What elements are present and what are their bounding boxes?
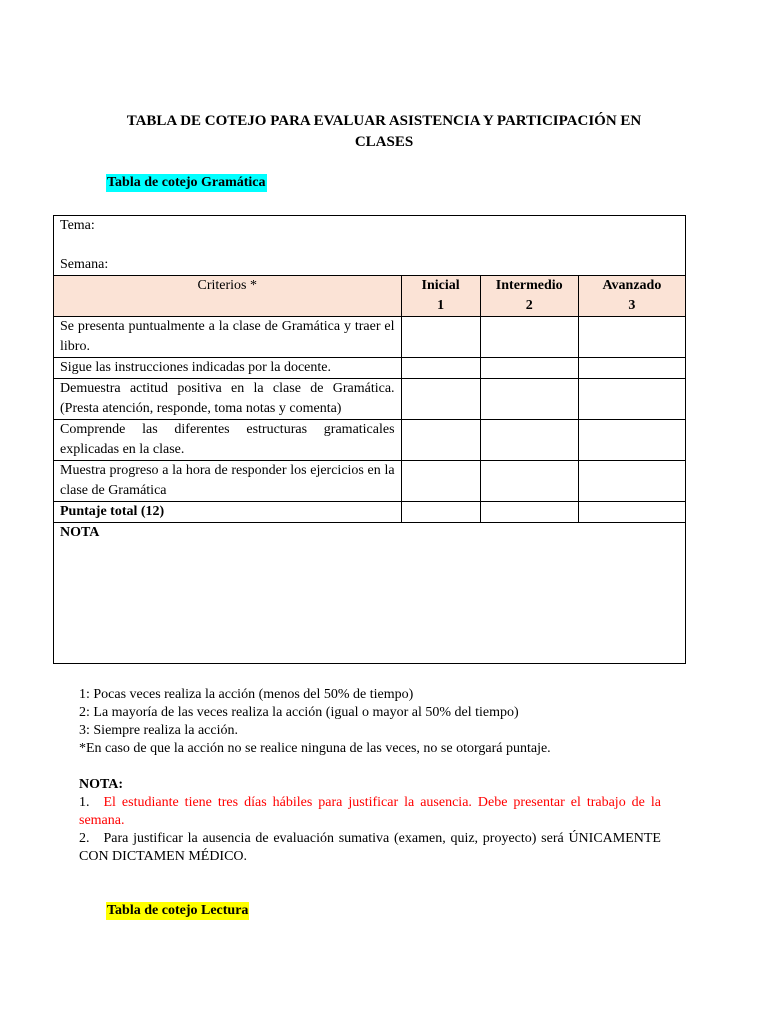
semana-label: Semana:	[60, 257, 109, 272]
score-cell[interactable]	[578, 461, 685, 502]
section-label-grammar: Tabla de cotejo Gramática	[107, 175, 266, 190]
score-cell[interactable]	[578, 317, 685, 358]
score-cell[interactable]	[401, 317, 480, 358]
legend-item: 2: La mayoría de las veces realiza la acción (igual o mayor al 50% del tiempo)	[79, 705, 519, 720]
total-row	[54, 502, 686, 523]
score-cell[interactable]	[578, 358, 685, 379]
score-cell[interactable]	[578, 502, 685, 523]
criterion-2: Sigue las instrucciones indicadas por la docente.	[54, 358, 402, 379]
column-header-row	[54, 276, 686, 317]
section-label-reading: Tabla de cotejo Lectura	[107, 903, 249, 918]
criterion-3: Demuestra actitud positiva en la clase de Gramática. (Presta atención, responde, toma notas y comenta)	[54, 379, 402, 420]
table-row	[54, 461, 686, 502]
column-criterios: Criterios *	[54, 276, 402, 317]
nota-row	[54, 523, 686, 664]
legend-item: 3: Siempre realiza la acción.	[79, 723, 238, 738]
score-cell[interactable]	[401, 358, 480, 379]
nota-cell[interactable]	[54, 523, 686, 664]
table-header-row	[54, 216, 686, 276]
table-row	[54, 358, 686, 379]
criterion-1: Se presenta puntualmente a la clase de Gramática y traer el libro.	[54, 317, 402, 358]
table-row	[54, 379, 686, 420]
note-item-2: 2. Para justificar la ausencia de evaluación sumativa (examen, quiz, proyecto) será ÚNICAMENTE CON DICTAMEN MÉDICO.	[79, 831, 661, 864]
column-avanzado: Avanzado 3	[578, 276, 685, 317]
total-label: Puntaje total (12)	[54, 502, 402, 523]
note-item-1: 1. El estudiante tiene tres días hábiles para justificar la ausencia. Debe presentar el trabajo de la semana.	[79, 795, 661, 828]
score-cell[interactable]	[480, 502, 578, 523]
table-row	[54, 317, 686, 358]
score-cell[interactable]	[480, 317, 578, 358]
score-cell[interactable]	[401, 461, 480, 502]
legend-item: *En caso de que la acción no se realice ninguna de las veces, no se otorgará puntaje.	[79, 741, 551, 756]
score-cell[interactable]	[578, 420, 685, 461]
column-inicial: Inicial 1	[401, 276, 480, 317]
score-legend	[79, 686, 679, 758]
tema-label: Tema:	[60, 218, 95, 233]
nota-label: NOTA	[60, 525, 100, 540]
score-cell[interactable]	[480, 420, 578, 461]
score-cell[interactable]	[578, 379, 685, 420]
notes-block	[79, 776, 661, 866]
score-cell[interactable]	[401, 502, 480, 523]
table-row	[54, 420, 686, 461]
legend-item: 1: Pocas veces realiza la acción (menos del 50% de tiempo)	[79, 687, 414, 702]
document-title: TABLA DE COTEJO PARA EVALUAR ASISTENCIA Y PARTICIPACIÓN EN CLASES	[126, 113, 642, 150]
score-cell[interactable]	[480, 379, 578, 420]
score-cell[interactable]	[401, 420, 480, 461]
tema-semana-cell	[54, 216, 686, 276]
column-intermedio: Intermedio 2	[480, 276, 578, 317]
score-cell[interactable]	[401, 379, 480, 420]
grammar-rubric-table	[53, 215, 686, 664]
criterion-5: Muestra progreso a la hora de responder los ejercicios en la clase de Gramática	[54, 461, 402, 502]
score-cell[interactable]	[480, 461, 578, 502]
criterion-4: Comprende las diferentes estructuras gramaticales explicadas en la clase.	[54, 420, 402, 461]
score-cell[interactable]	[480, 358, 578, 379]
notes-heading: NOTA:	[79, 777, 124, 792]
